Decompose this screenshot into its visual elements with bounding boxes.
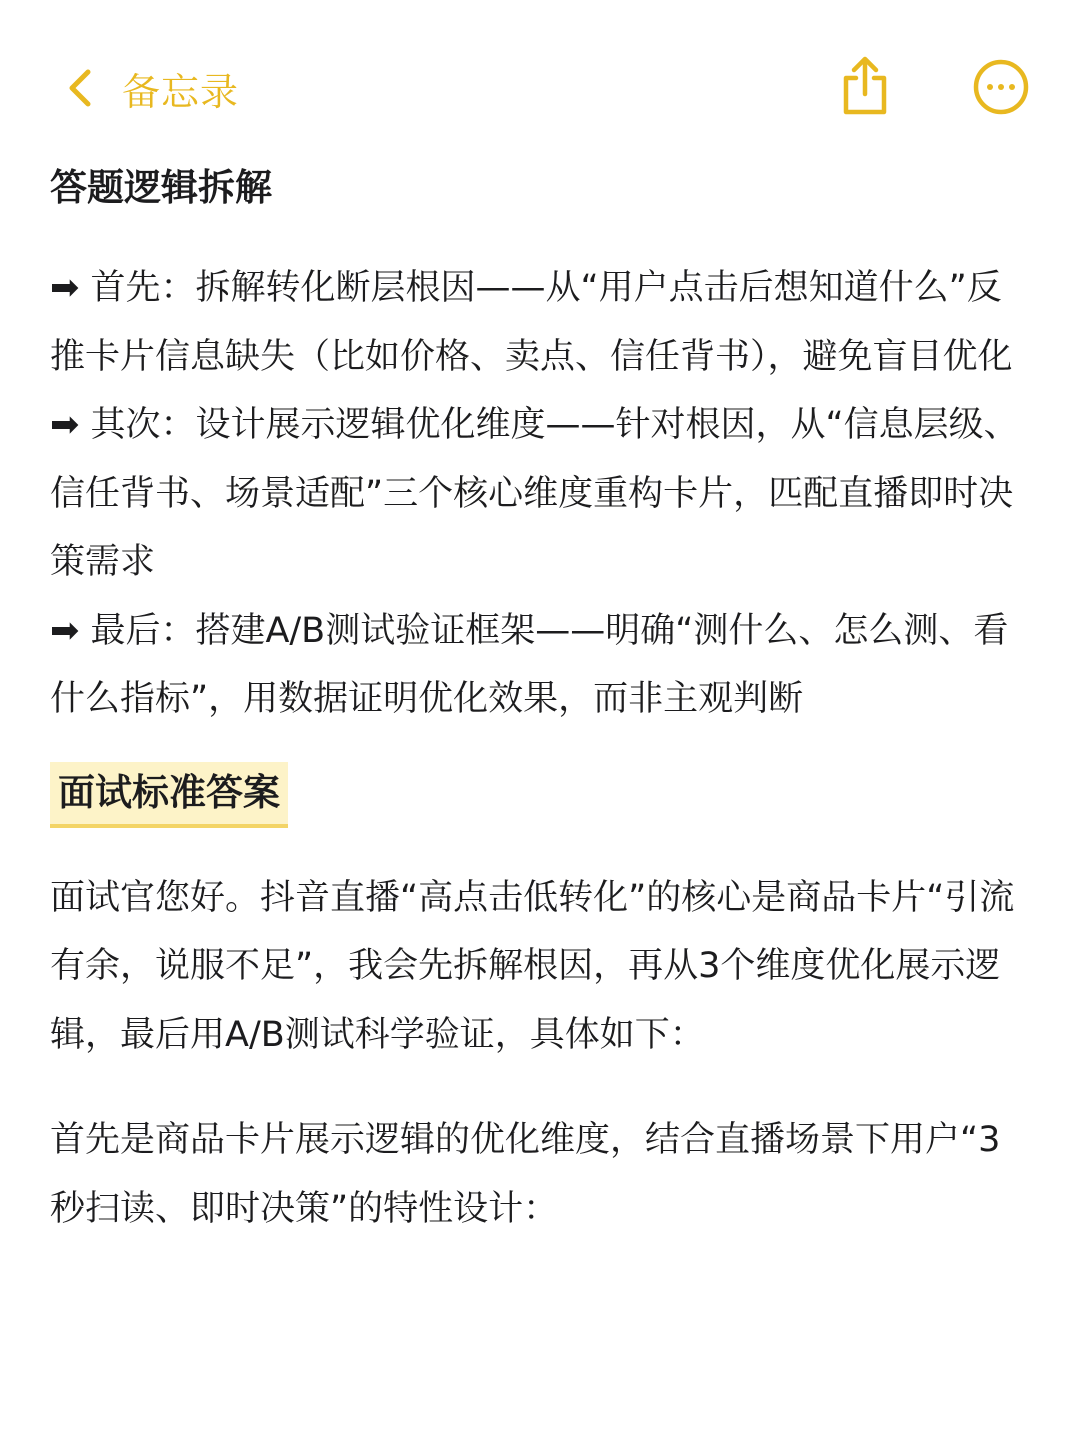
bullet-list: [50, 254, 1030, 734]
more-icon[interactable]: [972, 58, 1030, 116]
bullet-item: ➡ 其次：设计展示逻辑优化维度——针对根因，从“信息层级、信任背书、场景适配”三个核心维度重构卡片，匹配直播即时决策需求: [50, 405, 1019, 582]
share-icon[interactable]: [836, 54, 894, 118]
back-button[interactable]: [62, 58, 239, 118]
bullet-item: ➡ 首先：拆解转化断层根因——从“用户点击后想知道什么”反推卡片信息缺失（比如价格、卖点、信任背书），避免盲目优化: [50, 268, 1013, 377]
paragraph: 面试官您好。抖音直播“高点击低转化”的核心是商品卡片“引流有余，说服不足”，我会先拆解根因，再从3个维度优化展示逻辑，最后用A/B测试科学验证，具体如下：: [50, 877, 1015, 1055]
bullet-item: ➡ 最后：搭建A/B测试验证框架——明确“测什么、怎么测、看什么指标”，用数据证明优化效果，而非主观判断: [50, 610, 1009, 719]
paragraph: 首先是商品卡片展示逻辑的优化维度，结合直播场景下用户“3秒扫读、即时决策”的特性设计：: [50, 1120, 1001, 1229]
highlight-block: [50, 762, 1030, 832]
nav-bar: [0, 52, 1080, 124]
note-body[interactable]: [50, 160, 1030, 1243]
note-heading: 答题逻辑拆解: [50, 166, 272, 209]
chevron-left-icon: [62, 66, 98, 110]
highlighted-heading: 面试标准答案: [50, 762, 288, 828]
back-label: 备忘录: [122, 69, 240, 114]
